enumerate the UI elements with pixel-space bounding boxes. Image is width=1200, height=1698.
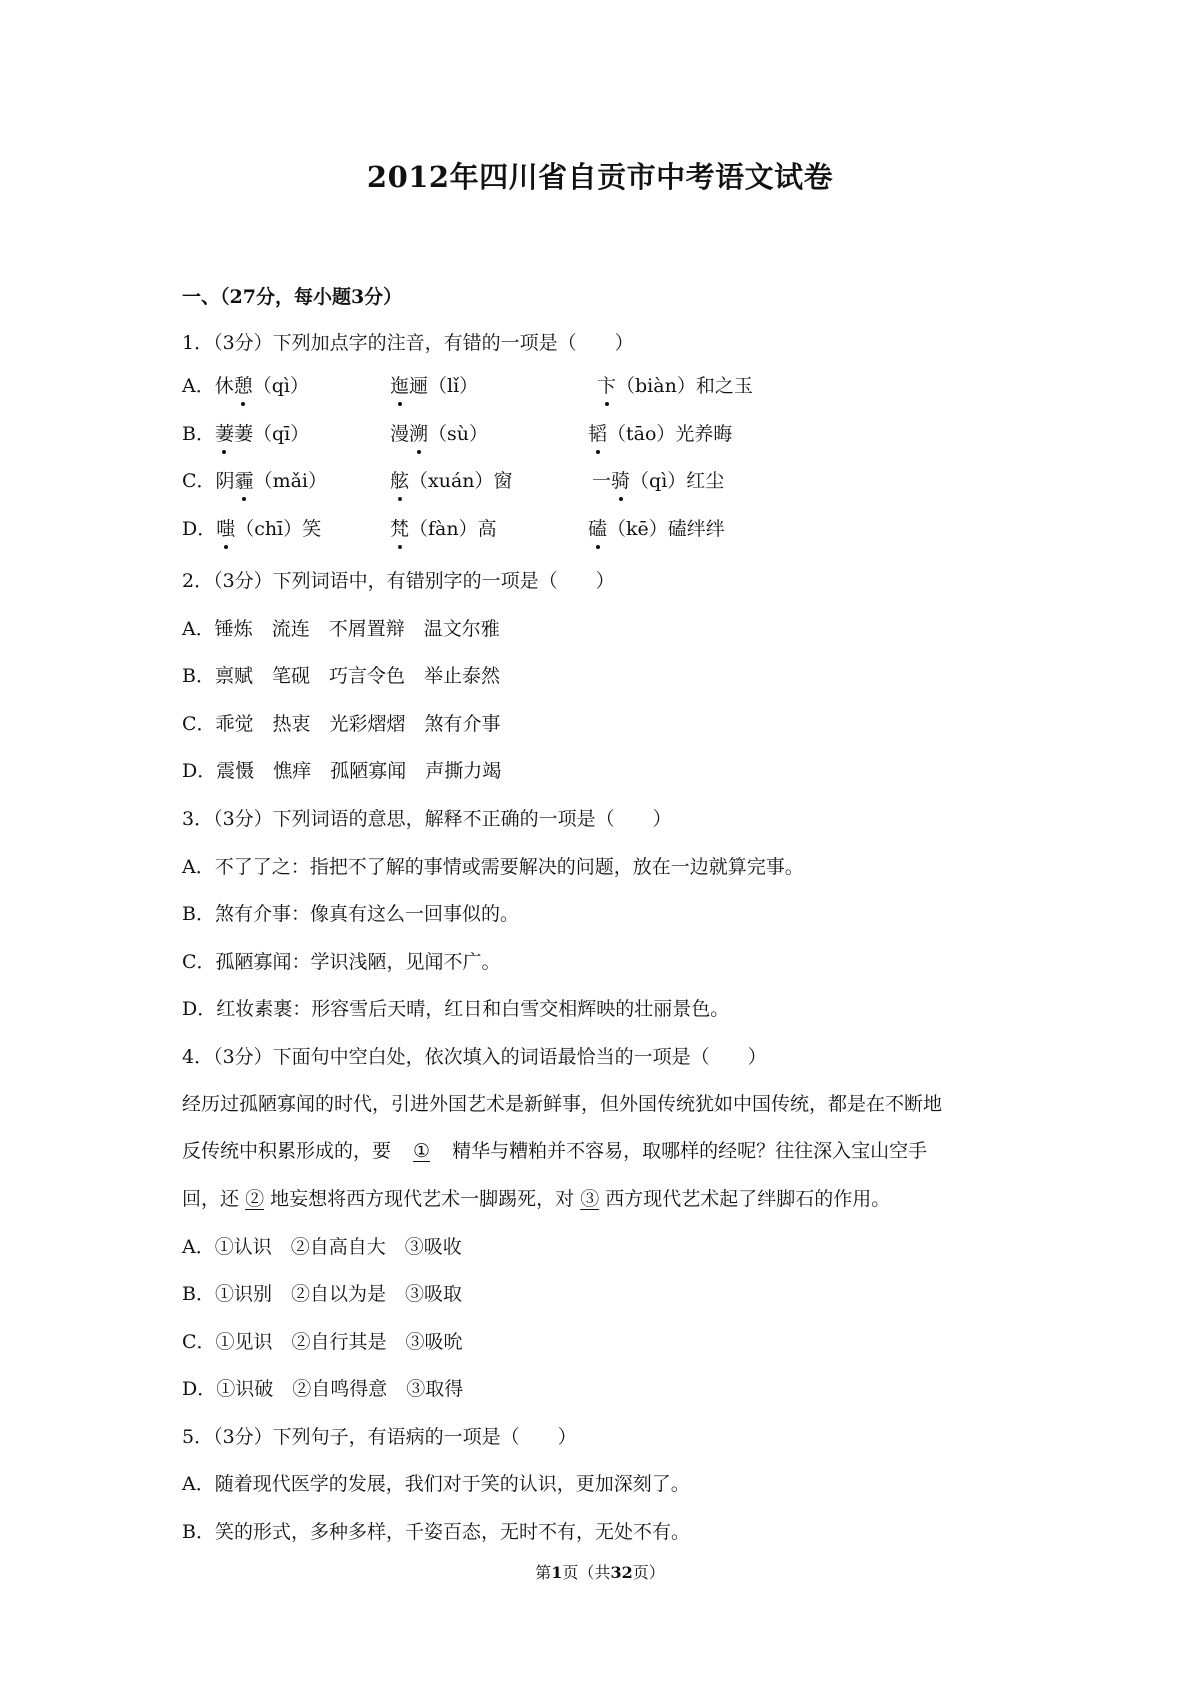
dotted-char: 萋: [214, 423, 234, 445]
blank-marker-2: ②: [245, 1188, 265, 1210]
q4-option-b: B．①识别 ②自以为是 ③吸取: [182, 1283, 462, 1305]
q3-stem: 3．（3分）下列词语的意思，解释不正确的一项是（ ）: [182, 808, 672, 830]
q2-option-d: D．震慑 憔痒 孤陋寡闻 声撕力竭: [182, 760, 502, 782]
dotted-char: 韬: [588, 423, 608, 445]
exam-title: 2012年四川省自贡市中考语文试卷: [366, 160, 834, 194]
blank-marker-1: ①: [413, 1140, 431, 1162]
dotted-char: 迤: [390, 375, 410, 397]
q4-passage-line-2: 反传统中积累形成的，要 ① 精华与糟粕并不容易，取哪样的经呢？往往深入宝山空手: [182, 1140, 928, 1162]
option-label: C．: [182, 470, 216, 492]
q4-passage-line-3: 回，还 ② 地妄想将西方现代艺术一脚踢死，对 ③ 西方现代艺术起了绊脚石的作用。: [182, 1188, 891, 1210]
page-footer: 第1页（共32页）: [535, 1563, 665, 1582]
q3-option-c: C．孤陋寡闻：学识浅陋，见闻不广。: [182, 951, 501, 973]
q1-stem: 1．（3分）下列加点字的注音，有错的一项是（ ）: [182, 332, 634, 354]
q4-passage-line-1: 经历过孤陋寡闻的时代，引进外国艺术是新鲜事，但外国传统犹如中国传统，都是在不断地: [182, 1093, 943, 1115]
page-total: 32: [610, 1563, 633, 1582]
q4-option-d: D．①识破 ②自鸣得意 ③取得: [182, 1378, 464, 1400]
q4-option-a: A．①认识 ②自高自大 ③吸收: [182, 1236, 462, 1258]
option-label: A．: [182, 375, 215, 397]
dotted-char: 嗤: [216, 518, 236, 540]
dotted-char: 梵: [390, 518, 410, 540]
dotted-char: 磕: [588, 518, 608, 540]
q1-option-d: D．嗤（chī）笑 梵（fàn）高 磕（kē）磕绊绊: [182, 518, 725, 540]
dotted-char: 溯: [409, 423, 429, 445]
q2-option-a: A．锤炼 流连 不屑置辩 温文尔雅: [182, 618, 500, 640]
blank-marker-3: ③: [580, 1188, 600, 1210]
q4-option-c: C．①见识 ②自行其是 ③吸吮: [182, 1331, 463, 1353]
q5-stem: 5．（3分）下列句子，有语病的一项是（ ）: [182, 1426, 577, 1448]
dotted-char: 霾: [234, 470, 254, 492]
q1-option-a: A．休憩（qì） 迤逦（lǐ） 卞（biàn）和之玉: [182, 375, 753, 397]
section-heading: 一、（27分，每小题3分）: [182, 286, 403, 308]
dotted-char: 骑: [611, 470, 631, 492]
dotted-char: 舷: [390, 470, 410, 492]
q3-option-d: D．红妆素裹：形容雪后天晴，红日和白雪交相辉映的壮丽景色。: [182, 998, 730, 1020]
q3-option-a: A．不了了之：指把不了解的事情或需要解决的问题，放在一边就算完事。: [182, 856, 804, 878]
q2-option-c: C．乖觉 热衷 光彩熠熠 煞有介事: [182, 713, 501, 735]
option-label: D．: [182, 518, 217, 540]
q1-option-c: C．阴霾（mǎi） 舷（xuán）窗 一骑（qì）红尘: [182, 470, 725, 492]
q4-stem: 4．（3分）下面句中空白处，依次填入的词语最恰当的一项是（ ）: [182, 1046, 767, 1068]
dotted-char: 憩: [233, 375, 253, 397]
q2-stem: 2．（3分）下列词语中，有错别字的一项是（ ）: [182, 570, 615, 592]
option-label: B．: [182, 423, 215, 445]
q5-option-a: A．随着现代医学的发展，我们对于笑的认识，更加深刻了。: [182, 1473, 690, 1495]
q1-option-b: B．萋萋（qī） 漫溯（sù） 韬（tāo）光养晦: [182, 423, 733, 445]
q2-option-b: B．禀赋 笔砚 巧言令色 举止泰然: [182, 665, 500, 687]
q5-option-b: B．笑的形式，多种多样，千姿百态，无时不有，无处不有。: [182, 1521, 690, 1543]
q3-option-b: B．煞有介事：像真有这么一回事似的。: [182, 903, 519, 925]
dotted-char: 卞: [597, 375, 617, 397]
page-number: 1: [551, 1563, 563, 1582]
